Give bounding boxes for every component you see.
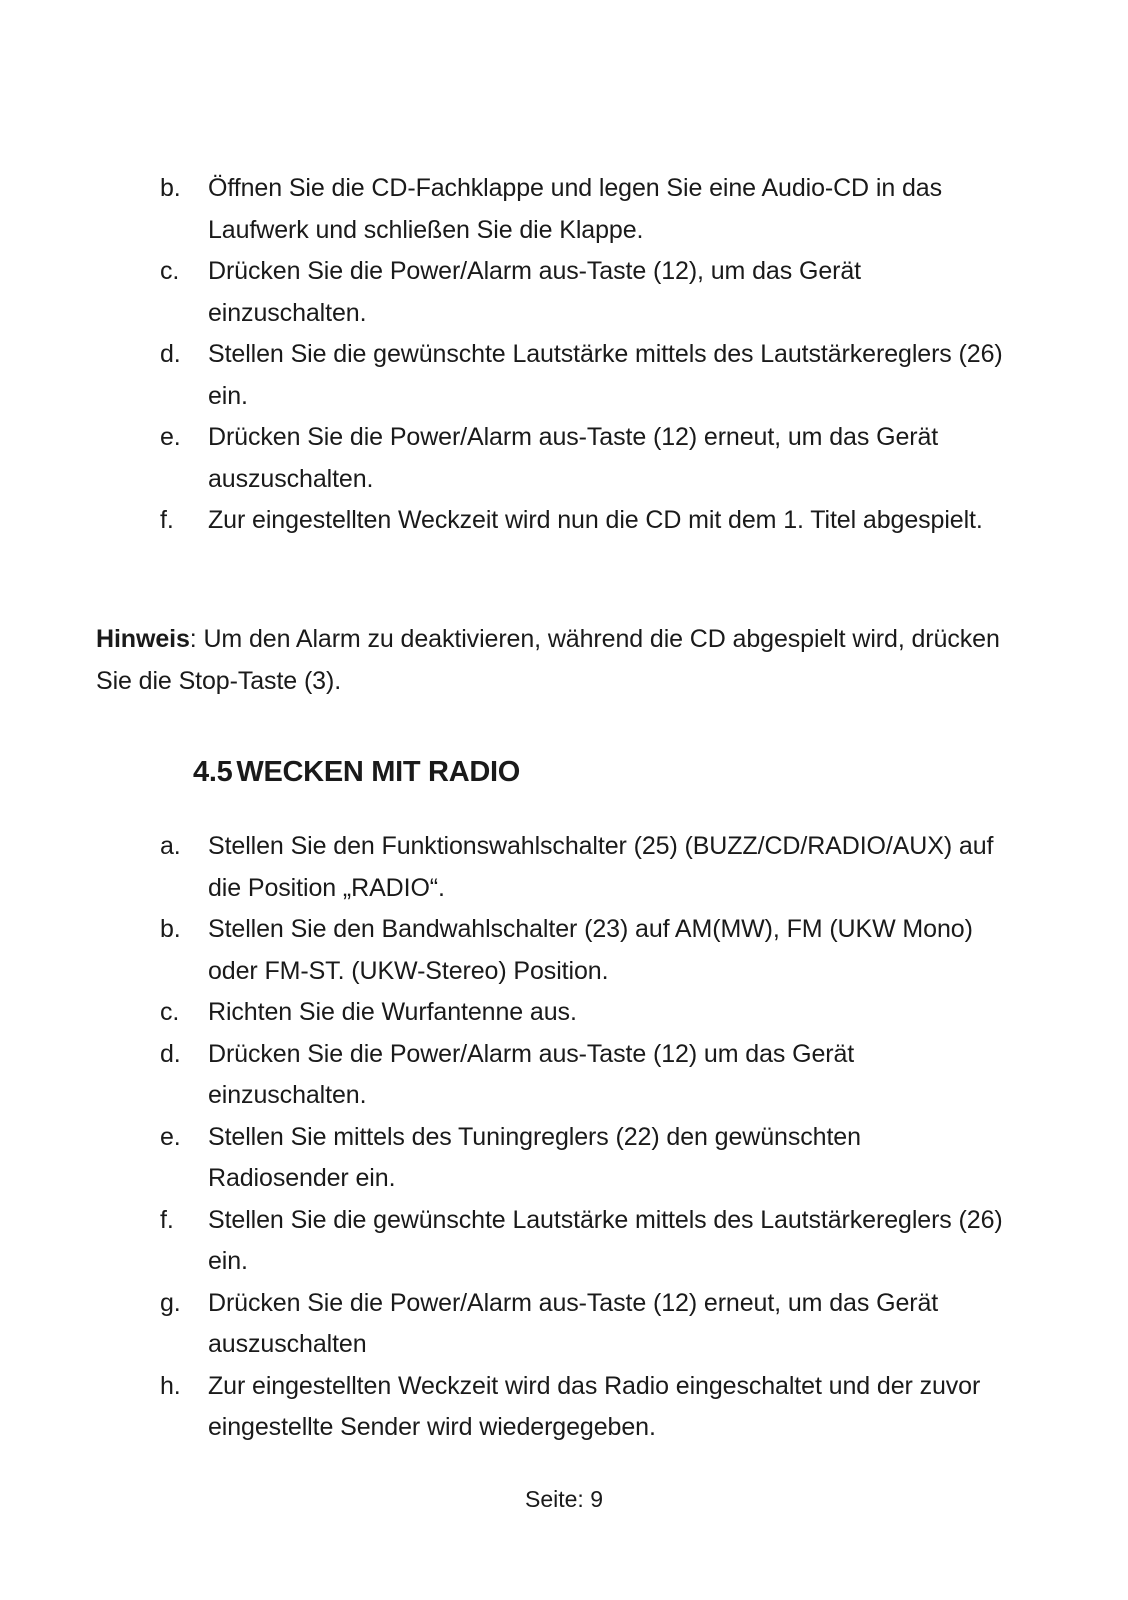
list-item xyxy=(0,1200,1128,1283)
list-item xyxy=(0,334,1128,417)
hint-label: Hinweis xyxy=(96,625,190,653)
list-marker: h. xyxy=(160,1371,181,1400)
list-item xyxy=(0,500,1128,542)
list-item-text: Drücken Sie die Power/Alarm aus-Taste (12), um das Gerät einzuschalten. xyxy=(208,257,861,327)
list-item-text: Drücken Sie die Power/Alarm aus-Taste (12) erneut, um das Gerät auszuschalten. xyxy=(208,423,939,493)
list-marker: f. xyxy=(160,1205,174,1234)
list-item-text: Stellen Sie mittels des Tuningreglers (22) den gewünschten Radiosender ein. xyxy=(208,1122,861,1192)
list-item-text: Stellen Sie die gewünschte Lautstärke mittels des Lautstärkereglers (26) ein. xyxy=(208,1205,1003,1275)
list-marker: d. xyxy=(160,340,181,368)
cd-alarm-steps-list xyxy=(0,168,1128,542)
list-item-text: Stellen Sie den Bandwahlschalter (23) auf AM(MW), FM (UKW Mono) oder FM-ST. (UKW-Stereo) Position. xyxy=(208,915,973,985)
list-item-text: Drücken Sie die Power/Alarm aus-Taste (12) um das Gerät einzuschalten. xyxy=(208,1039,855,1109)
list-marker: b. xyxy=(160,174,181,202)
list-item-text: Öffnen Sie die CD-Fachklappe und legen Sie eine Audio-CD in das Laufwerk und schließen Sie die Klappe. xyxy=(208,174,942,244)
list-item xyxy=(0,251,1128,334)
list-marker: a. xyxy=(160,832,181,860)
list-item xyxy=(0,1366,1128,1449)
list-item-text: Zur eingestellten Weckzeit wird nun die CD mit dem 1. Titel abgespielt. xyxy=(208,506,983,534)
list-item xyxy=(0,992,1128,1034)
section-title: WECKEN MIT RADIO xyxy=(236,756,520,788)
list-item-text: Richten Sie die Wurfantenne aus. xyxy=(208,998,577,1026)
list-marker: e. xyxy=(160,1122,181,1151)
list-item-text: Stellen Sie die gewünschte Lautstärke mittels des Lautstärkereglers (26) ein. xyxy=(208,340,1003,410)
list-marker: d. xyxy=(160,1039,181,1068)
section-heading xyxy=(193,756,520,789)
list-item-text: Stellen Sie den Funktionswahlschalter (25) (BUZZ/CD/RADIO/AUX) auf die Position „RADIO“. xyxy=(208,832,994,902)
list-item xyxy=(0,909,1128,992)
list-marker: c. xyxy=(160,257,180,285)
list-marker: e. xyxy=(160,423,181,451)
list-marker: b. xyxy=(160,915,181,943)
radio-alarm-steps-list xyxy=(0,826,1128,1449)
hint-text: : Um den Alarm zu deaktivieren, während die CD abgespielt wird, drücken Sie die Stop-Taste (3). xyxy=(96,625,1000,695)
section-number: 4.5 xyxy=(193,756,233,788)
list-item xyxy=(0,1283,1128,1366)
list-marker: c. xyxy=(160,998,180,1026)
page-number: Seite: 9 xyxy=(525,1486,603,1512)
list-item xyxy=(0,417,1128,500)
list-item xyxy=(0,1034,1128,1117)
list-item-text: Zur eingestellten Weckzeit wird das Radio eingeschaltet und der zuvor eingestellte Sender wird wiedergegeben. xyxy=(208,1371,981,1441)
list-item xyxy=(0,826,1128,909)
hint-paragraph xyxy=(96,619,1016,702)
list-item xyxy=(0,168,1128,251)
list-marker: g. xyxy=(160,1288,181,1317)
list-marker: f. xyxy=(160,506,174,534)
list-item-text: Drücken Sie die Power/Alarm aus-Taste (12) erneut, um das Gerät auszuschalten xyxy=(208,1288,939,1358)
list-item xyxy=(0,1117,1128,1200)
